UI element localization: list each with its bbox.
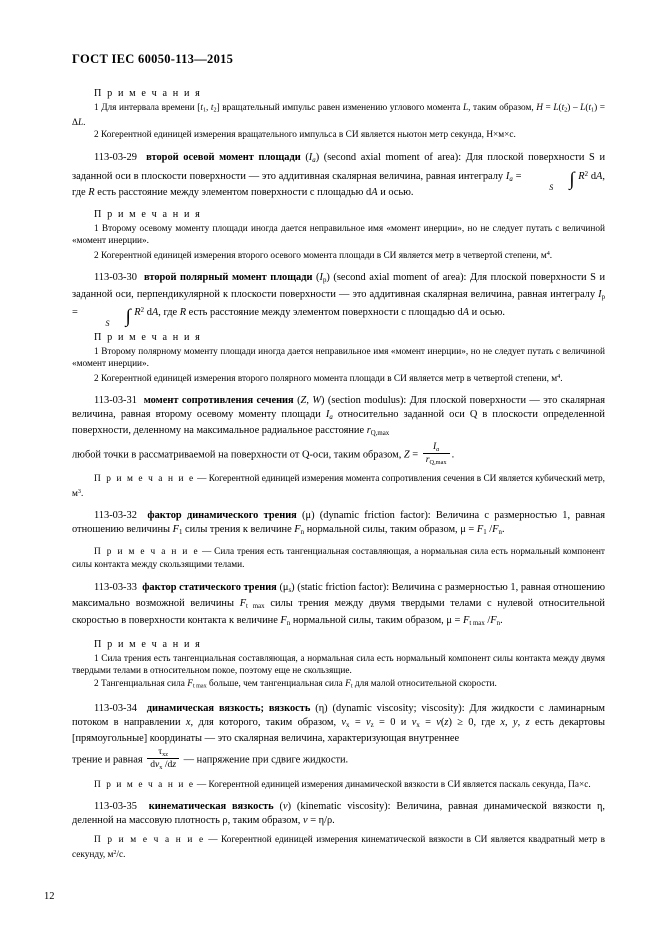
- note-item: П р и м е ч а н и е — Когерентной единицей измерения динамической вязкости в СИ является паскаль секунда, Па×с.: [94, 779, 591, 790]
- fraction: $\frac{\tau_{xz}}{dv_x /dz}$: [147, 747, 179, 771]
- term-entry-113-03-33: 113-03-33 фактор статического трения $(\mu_s)$ (static friction factor): Величина с размерностью 1, равная отношению максимально возможной величины $F_{t max}$ силы трения между двумя твердыми телами с нулевой относительной скоростью в поверхности контакта к величине $F_n$ нормальной силы, таким образом, $\mu = F_{t max}$ $/F_n$.: [72, 581, 605, 627]
- term-entry-113-03-34: 113-03-34 динамическая вязкость; вязкость (η) (dynamic viscosity; viscosity): Для жидкости с ламинарным потоком в направлении x, для которого, таким образом, $v_x = v_z = 0$ и $v_x = v(z) \ge 0$, где x, y, z есть декартовы [прямоугольные] координаты — это скалярная величина, характеризующая внутреннее: [72, 703, 606, 745]
- notes-label: П р и м е ч а н и я: [94, 208, 202, 220]
- note-item: 1 Для интервала времени [$t_1$, $t_2$] вращательный импульс равен изменению углового момента L, таким образом, $H = L(t_2) - L(t_1) = \Delta L$.: [72, 102, 605, 128]
- notes-label: П р и м е ч а н и я: [94, 88, 202, 99]
- note-item: 2 Когерентной единицей измерения вращательного импульса в СИ является ньютон метр секунда, Н×м×с.: [94, 130, 516, 141]
- term-number: 113-03-29: [94, 152, 137, 164]
- term-name: кинематическая вязкость: [148, 801, 274, 813]
- term-entry-113-03-34-formula: трение и равная $\frac{\tau_{xz}}{dv_x /dz}$ — напряжение при сдвиге жидкости.: [72, 745, 349, 771]
- note-item: 1 Второму полярному моменту площади иногда дается неправильное имя «момент инерции», но не следует путать с величиной «момент инерции».: [72, 346, 605, 370]
- page-number: 12: [44, 891, 55, 902]
- notes-label: П р и м е ч а н и я: [94, 639, 202, 651]
- note-item: П р и м е ч а н и е — Когерентной единицей измерения момента сопротивления сечения в СИ является кубический метр, $м^3$.: [72, 474, 606, 499]
- note-item: 2 Когерентной единицей измерения второго осевого момента площади в СИ является метр в четвертой степени, $м^4$.: [94, 250, 553, 261]
- integral-symbol: ∫ S: [105, 305, 131, 329]
- page-header: ГОСТ IEC 60050-113—2015: [72, 52, 234, 66]
- document-body: [72, 87, 605, 861]
- term-entry-113-03-31-formula: любой точки в рассматриваемой на поверхности от Q-оси, таким образом, Z = $\frac{I_a}{r_{Q,max}}$ .: [72, 440, 455, 466]
- note-item: П р и м е ч а н и е — Когерентной единицей измерения кинематической вязкости в СИ является квадратный метр в секунду, $м^2/с$.: [72, 835, 606, 860]
- term-entry-113-03-31: 113-03-31 момент сопротивления сечения (Z, W) (section modulus): Для плоской поверхности — это скалярная величина, равная второму осевому моменту площади $I_a$ относительно заданной оси Q в плоскости определенной поверхности, деленному на максимальное радиальное расстояние $r_{Q,max}$: [72, 395, 606, 438]
- term-entry-113-03-35: 113-03-35 кинематическая вязкость (v) (kinematic viscosity): Величина, равная динамической вязкости η, деленной на массовую плотность ρ, таким образом, v = η/ρ.: [72, 801, 606, 826]
- term-number: 113-03-32: [94, 510, 137, 522]
- fraction: $\frac{I_a}{r_{Q,max}}$: [423, 442, 450, 466]
- term-entry-113-03-30: 113-03-30 второй полярный момент площади $(I_p)$ (second axial moment of area): Для плоской поверхности S и заданной оси, перпендикулярной к плоскости поверхности — это аддитивная скалярная величина, равная интегралу $I_p$ = ∫ S $R^2$ dA, где R есть расстояние между элементом поверхности с площадью dA и осью.: [72, 272, 606, 329]
- note-item: П р и м е ч а н и е — Сила трения есть тангенциальная составляющая, а нормальная сила есть нормальный компонент силы контакта между скользящими телами.: [72, 547, 605, 571]
- note-item: 1 Второму осевому моменту площади иногда дается неправильное имя «момент инерции», но не следует путать с величиной «момент инерции».: [72, 223, 605, 247]
- term-number: 113-03-33: [94, 581, 137, 593]
- term-name: фактор динамического трения: [147, 510, 297, 522]
- integral-symbol: ∫ S: [549, 169, 575, 192]
- term-number: 113-03-30: [94, 272, 137, 284]
- note-item: 2 Тангенциальная сила $F_{t max}$ больше, чем тангенциальная сила $F_t$ для малой относительной скорости.: [94, 678, 497, 690]
- term-number: 113-03-31: [94, 395, 137, 407]
- term-entry-113-03-29: 113-03-29 второй осевой момент площади $(I_a)$ (second axial moment of area): Для плоской поверхности S и заданной оси в плоскости поверхности — это аддитивная скалярная величина, равная интегралу $I_a$ = ∫ S $R^2$ dA, где R есть расстояние между элементом поверхности с площадью dA и осью.: [72, 152, 606, 199]
- term-name: момент сопротивления сечения: [143, 395, 294, 407]
- term-name: динамическая вязкость; вязкость: [146, 703, 311, 715]
- term-name: второй осевой момент площади: [146, 152, 301, 164]
- term-number: 113-03-35: [94, 801, 137, 813]
- term-name: фактор статического трения: [142, 581, 277, 593]
- term-number: 113-03-34: [94, 703, 137, 715]
- note-item: 2 Когерентной единицей измерения второго полярного момента площади в СИ является метр в четвертой степени, $м^4$.: [94, 373, 563, 384]
- note-item: 1 Сила трения есть тангенциальная составляющая, а нормальная сила есть нормальный компонент силы контакта между двумя твердыми телами в относительном покое, поэтому еще не скользящие.: [72, 653, 605, 677]
- notes-label: П р и м е ч а н и я: [94, 331, 202, 343]
- term-name: второй полярный момент площади: [144, 272, 313, 284]
- term-entry-113-03-32: 113-03-32 фактор динамического трения (μ) (dynamic friction factor): Величина с размерностью 1, равная отношению величины $F_1$ силы трения к величине $F_n$ нормальной силы, таким образом, $\mu = F_1$ $/F_n$.: [72, 510, 605, 536]
